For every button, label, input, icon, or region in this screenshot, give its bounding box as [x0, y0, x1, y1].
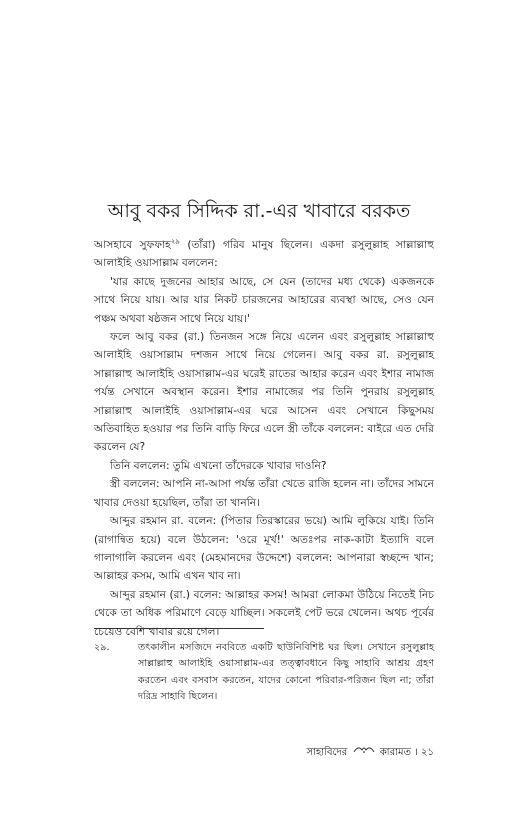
paragraph-1 — [94, 236, 434, 273]
footnote-text: তৎকালীন মসজিদে নববিতে একটি ছাউনিবিশিষ্ট ঘর ছিল। সেখানে রসুলুল্লাহ সাল্লাল্লাহু আলাইহি ওয়াসাল্লাম-এর তত্ত্বাবধানে কিছু সাহাবি আশ্রয় গ্রহণ করতেন এবং বসবাস করতেন, যাদের কোনো পরিবার-পরিজন ছিল না; তাঁরা দরিদ্র সাহাবি ছিলেন। — [138, 642, 434, 703]
book-title-part1: সাহাবিদের — [306, 747, 348, 758]
paragraph-1-text-start: আসহাবে সুফফাহ — [94, 239, 171, 251]
footnote-reference[interactable]: ২৯ — [170, 237, 180, 246]
paragraph-3: ফলে আবু বকর (রা.) তিনজন সঙ্গে নিয়ে এলেন এবং রসুলুল্লাহ সাল্লাল্লাহু আলাইহি ওয়াসাল্লাম দশজন সাথে নিয়ে গেলেন। আবু বকর রা. রসুলুল্লাহ সাল্লাল্লাহু আলাইহি ওয়াসাল্লাম-এর ঘরেই রাতের আহার করেন এবং ইশার নামাজ পর্যন্ত সেখানে অবস্থান করেন। ইশার নামাজের পর তিনি পুনরায় রসুলুল্লাহ সাল্লাল্লাহু আলাইহি ওয়াসাল্লাম-এর ঘরে আসেন এবং সেখানে কিছুসময় অতিবাহিত হওয়ার পর তিনি বাড়ি ফিরে এলে স্ত্রী তাঁকে বললেন: বাইরে এত দেরি করলেন যে? — [94, 331, 434, 454]
paragraph-5: স্ত্রী বললেন: আপনি না-আসা পর্যন্ত তাঁরা খেতে রাজি হলেন না। তাঁদের সামনে খাবার দেওয়া হয়েছিল, তাঁরা তা খাননি। — [94, 478, 434, 509]
paragraph-1-text-end: (তাঁরা) গরিব মানুষ ছিলেন। একদা রসুলুল্লাহ সাল্লাল্লাহু আলাইহি ওয়াসাল্লাম বললেন: — [94, 239, 434, 270]
paragraph-7: আব্দুর রহমান (রা.) বলেন: আল্লাহর কসম! আমরা লোকমা উঠিয়ে নিতেই নিচ থেকে তা অধিক পরিমাণে বেড়ে যাচ্ছিল। সকলেই পেট ভরে খেলেন। অথচ পূর্বের চেয়েও বেশি খাবার রয়ে গেল। — [94, 588, 434, 638]
radiallahu-anhum-icon — [353, 744, 375, 760]
paragraph-4: তিনি বললেন: তুমি এখনো তাঁদেরকে খাবার দাওনি? — [110, 459, 327, 472]
footnote-number: ২৯. — [94, 642, 110, 653]
book-title-part2: কারামত — [379, 747, 412, 758]
chapter-body — [94, 236, 434, 641]
paragraph-2-hadith-quote: 'যার কাছে দুজনের আহার আছে, সে যেন (তাদের মধ্য থেকে) একজনকে সাথে নিয়ে যায়। আর যার নিকট চারজনের আহারের ব্যবস্থা আছে, সেও যেন পঞ্চম অথবা ষষ্ঠজন সাথে নিয়ে যায়।' — [94, 275, 434, 325]
footnote-divider — [94, 628, 264, 629]
footnote — [94, 640, 434, 706]
chapter-title: আবু বকর সিদ্দিক রা.-এর খাবারে বরকত — [107, 200, 411, 222]
footer-separator: । — [414, 747, 418, 758]
page-number: ২১ — [421, 747, 434, 758]
paragraph-6: আব্দুর রহমান রা. বলেন: (পিতার তিরস্কারের ভয়ে) আমি লুকিয়ে যাই। তিনি (রাগান্বিত হয়ে) বলে উঠলেন: 'ওরে মূর্খ!' অতঃপর নাক-কাটা ইত্যাদি বলে গালাগালি করলেন এবং (মেহমানদের উদ্দেশে) বললেন: আপনারা স্বচ্ছন্দে খান; আল্লাহর কসম, আমি এখন খাব না। — [94, 515, 434, 583]
running-footer — [306, 744, 434, 761]
